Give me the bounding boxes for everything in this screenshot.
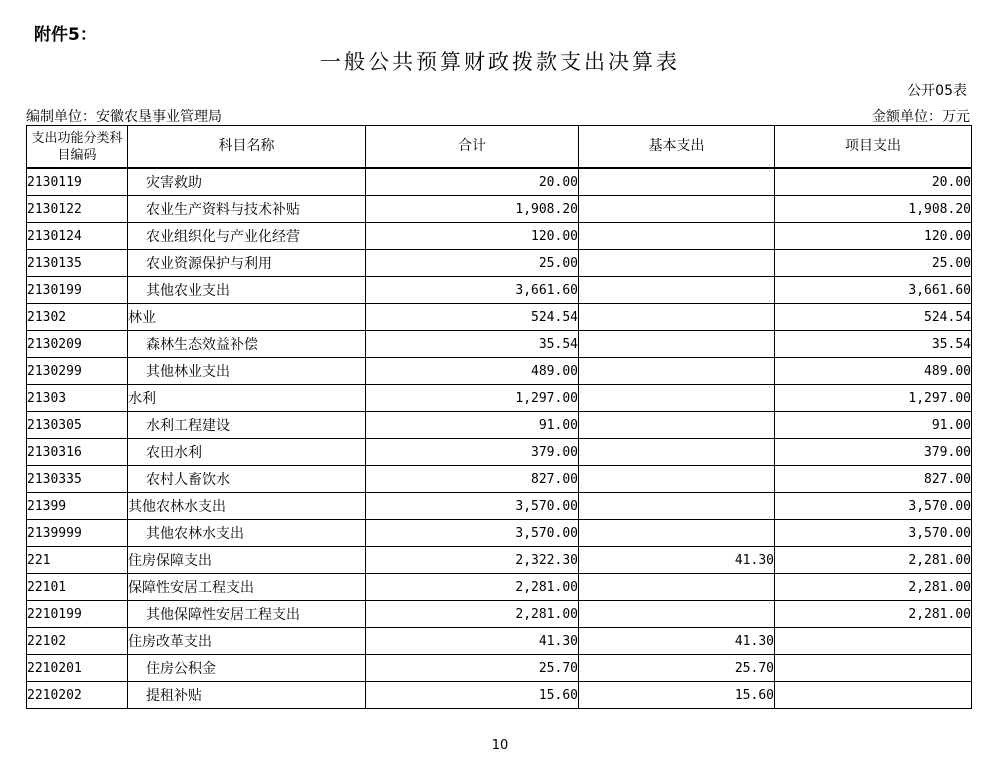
header-basic: 基本支出 bbox=[579, 126, 775, 169]
code-cell: 22102 bbox=[27, 628, 128, 655]
total-cell: 25.70 bbox=[366, 655, 579, 682]
project-cell: 489.00 bbox=[775, 358, 972, 385]
table-row bbox=[27, 412, 972, 439]
name-cell: 农业生产资料与技术补贴 bbox=[128, 196, 366, 223]
total-cell: 20.00 bbox=[366, 168, 579, 196]
basic-cell: 15.60 bbox=[579, 682, 775, 709]
table-row bbox=[27, 493, 972, 520]
compiling-unit: 编制单位：安徽农垦事业管理局 bbox=[26, 109, 222, 125]
page-title: 一般公共预算财政拨款支出决算表 bbox=[320, 50, 680, 74]
basic-cell bbox=[579, 223, 775, 250]
code-cell: 2130135 bbox=[27, 250, 128, 277]
basic-cell bbox=[579, 331, 775, 358]
code-cell: 21399 bbox=[27, 493, 128, 520]
project-cell: 1,297.00 bbox=[775, 385, 972, 412]
project-cell: 2,281.00 bbox=[775, 547, 972, 574]
code-cell: 2130335 bbox=[27, 466, 128, 493]
table-header-row bbox=[27, 126, 972, 169]
basic-cell bbox=[579, 520, 775, 547]
project-cell: 3,570.00 bbox=[775, 520, 972, 547]
project-cell: 1,908.20 bbox=[775, 196, 972, 223]
table-row bbox=[27, 250, 972, 277]
table-row bbox=[27, 628, 972, 655]
name-cell: 住房公积金 bbox=[128, 655, 366, 682]
table-row bbox=[27, 358, 972, 385]
table-row bbox=[27, 223, 972, 250]
name-cell: 农村人畜饮水 bbox=[128, 466, 366, 493]
basic-cell bbox=[579, 412, 775, 439]
basic-cell bbox=[579, 493, 775, 520]
project-cell: 379.00 bbox=[775, 439, 972, 466]
project-cell: 120.00 bbox=[775, 223, 972, 250]
project-cell: 2,281.00 bbox=[775, 601, 972, 628]
total-cell: 379.00 bbox=[366, 439, 579, 466]
basic-cell bbox=[579, 277, 775, 304]
code-cell: 2130124 bbox=[27, 223, 128, 250]
code-cell: 2130199 bbox=[27, 277, 128, 304]
code-cell: 2130119 bbox=[27, 168, 128, 196]
table-row bbox=[27, 331, 972, 358]
total-cell: 3,570.00 bbox=[366, 493, 579, 520]
name-cell: 森林生态效益补偿 bbox=[128, 331, 366, 358]
form-number: 公开05表 bbox=[907, 83, 967, 99]
code-cell: 22101 bbox=[27, 574, 128, 601]
total-cell: 524.54 bbox=[366, 304, 579, 331]
table-row bbox=[27, 439, 972, 466]
table-row bbox=[27, 277, 972, 304]
total-cell: 1,908.20 bbox=[366, 196, 579, 223]
total-cell: 35.54 bbox=[366, 331, 579, 358]
total-cell: 41.30 bbox=[366, 628, 579, 655]
project-cell: 3,570.00 bbox=[775, 493, 972, 520]
project-cell bbox=[775, 682, 972, 709]
project-cell: 524.54 bbox=[775, 304, 972, 331]
basic-cell: 25.70 bbox=[579, 655, 775, 682]
project-cell: 3,661.60 bbox=[775, 277, 972, 304]
name-cell: 其他林业支出 bbox=[128, 358, 366, 385]
table-row bbox=[27, 574, 972, 601]
total-cell: 120.00 bbox=[366, 223, 579, 250]
table-row bbox=[27, 682, 972, 709]
table-row bbox=[27, 520, 972, 547]
project-cell bbox=[775, 628, 972, 655]
name-cell: 其他保障性安居工程支出 bbox=[128, 601, 366, 628]
basic-cell bbox=[579, 250, 775, 277]
table-row bbox=[27, 466, 972, 493]
name-cell: 农田水利 bbox=[128, 439, 366, 466]
code-cell: 2130316 bbox=[27, 439, 128, 466]
project-cell: 35.54 bbox=[775, 331, 972, 358]
total-cell: 2,281.00 bbox=[366, 574, 579, 601]
basic-cell bbox=[579, 601, 775, 628]
basic-cell bbox=[579, 358, 775, 385]
table-row bbox=[27, 385, 972, 412]
name-cell: 提租补贴 bbox=[128, 682, 366, 709]
project-cell: 827.00 bbox=[775, 466, 972, 493]
code-cell: 2210202 bbox=[27, 682, 128, 709]
name-cell: 林业 bbox=[128, 304, 366, 331]
basic-cell bbox=[579, 574, 775, 601]
table-row bbox=[27, 655, 972, 682]
table-row bbox=[27, 168, 972, 196]
name-cell: 住房改革支出 bbox=[128, 628, 366, 655]
basic-cell bbox=[579, 196, 775, 223]
basic-cell bbox=[579, 466, 775, 493]
name-cell: 农业组织化与产业化经营 bbox=[128, 223, 366, 250]
code-cell: 2130122 bbox=[27, 196, 128, 223]
basic-cell bbox=[579, 439, 775, 466]
basic-cell: 41.30 bbox=[579, 628, 775, 655]
code-cell: 221 bbox=[27, 547, 128, 574]
basic-cell bbox=[579, 304, 775, 331]
code-cell: 2139999 bbox=[27, 520, 128, 547]
project-cell bbox=[775, 655, 972, 682]
name-cell: 灾害救助 bbox=[128, 168, 366, 196]
total-cell: 827.00 bbox=[366, 466, 579, 493]
project-cell: 20.00 bbox=[775, 168, 972, 196]
page-number: 10 bbox=[491, 738, 509, 753]
project-cell: 25.00 bbox=[775, 250, 972, 277]
code-cell: 2210199 bbox=[27, 601, 128, 628]
table-row bbox=[27, 601, 972, 628]
basic-cell bbox=[579, 168, 775, 196]
code-cell: 21302 bbox=[27, 304, 128, 331]
name-cell: 其他农林水支出 bbox=[128, 520, 366, 547]
header-total: 合计 bbox=[366, 126, 579, 169]
basic-cell: 41.30 bbox=[579, 547, 775, 574]
name-cell: 其他农业支出 bbox=[128, 277, 366, 304]
name-cell: 农业资源保护与利用 bbox=[128, 250, 366, 277]
name-cell: 保障性安居工程支出 bbox=[128, 574, 366, 601]
header-code: 支出功能分类科目编码 bbox=[27, 126, 128, 169]
table-row bbox=[27, 547, 972, 574]
table-row bbox=[27, 304, 972, 331]
name-cell: 水利工程建设 bbox=[128, 412, 366, 439]
code-cell: 2130209 bbox=[27, 331, 128, 358]
header-name: 科目名称 bbox=[128, 126, 366, 169]
table-row bbox=[27, 196, 972, 223]
total-cell: 15.60 bbox=[366, 682, 579, 709]
total-cell: 3,661.60 bbox=[366, 277, 579, 304]
total-cell: 2,281.00 bbox=[366, 601, 579, 628]
project-cell: 91.00 bbox=[775, 412, 972, 439]
name-cell: 其他农林水支出 bbox=[128, 493, 366, 520]
code-cell: 21303 bbox=[27, 385, 128, 412]
total-cell: 3,570.00 bbox=[366, 520, 579, 547]
project-cell: 2,281.00 bbox=[775, 574, 972, 601]
code-cell: 2130299 bbox=[27, 358, 128, 385]
name-cell: 水利 bbox=[128, 385, 366, 412]
total-cell: 91.00 bbox=[366, 412, 579, 439]
attachment-label: 附件5： bbox=[34, 25, 97, 45]
total-cell: 25.00 bbox=[366, 250, 579, 277]
header-project: 项目支出 bbox=[775, 126, 972, 169]
expenditure-table bbox=[26, 125, 972, 709]
money-unit: 金额单位：万元 bbox=[872, 109, 970, 125]
total-cell: 1,297.00 bbox=[366, 385, 579, 412]
total-cell: 489.00 bbox=[366, 358, 579, 385]
code-cell: 2130305 bbox=[27, 412, 128, 439]
code-cell: 2210201 bbox=[27, 655, 128, 682]
basic-cell bbox=[579, 385, 775, 412]
total-cell: 2,322.30 bbox=[366, 547, 579, 574]
name-cell: 住房保障支出 bbox=[128, 547, 366, 574]
